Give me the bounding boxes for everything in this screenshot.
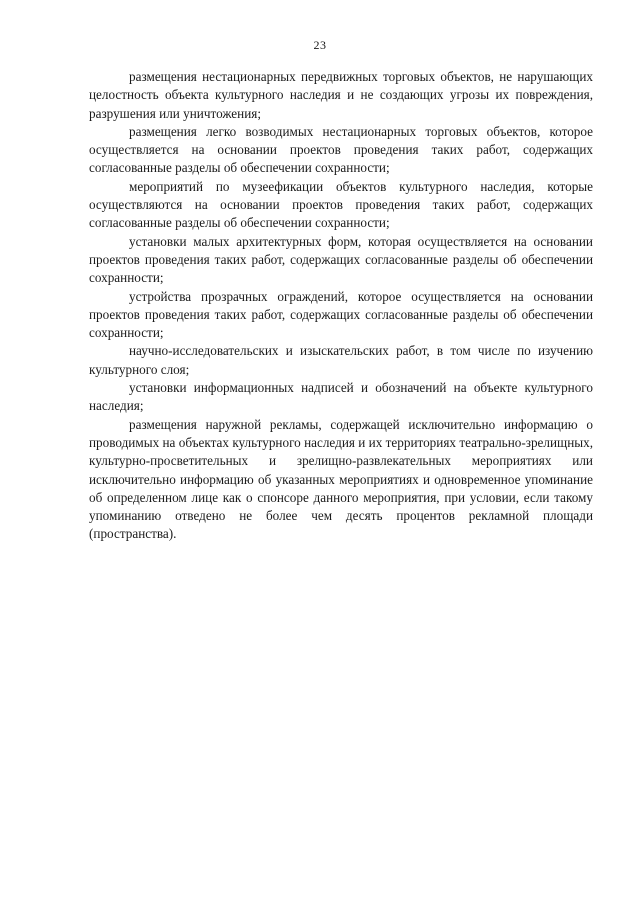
paragraph-small-architectural-forms: установки малых архитектурных форм, которая осуществляется на основании проектов проведения таких работ, содержащих согласованные разделы об обеспечении сохранности; <box>89 233 593 286</box>
page-number: 23 <box>313 38 327 52</box>
paragraph-research-works: научно-исследовательских и изыскательских работ, в том числе по изучению культурного слоя; <box>89 343 593 377</box>
paragraph-light-nonstationary-trade: размещения легко возводимых нестационарных торговых объектов, которое осуществляется на основании проектов проведения таких работ, содержащих согласованные разделы об обеспечении сохранности; <box>89 123 593 176</box>
paragraph-information-signs: установки информационных надписей и обозначений на объекте культурного наследия; <box>89 380 593 414</box>
paragraph-nonstationary-mobile-trade: размещения нестационарных передвижных торговых объектов, не нарушающих целостность объекта культурного наследия и не создающих угрозы их повреждения, разрушения или уничтожения; <box>89 69 593 121</box>
paragraph-transparent-fences: устройства прозрачных ограждений, которое осуществляется на основании проектов проведения таких работ, содержащих согласованные разделы об обеспечении сохранности; <box>89 288 593 341</box>
paragraph-museification: мероприятий по музеефикации объектов культурного наследия, которые осуществляются на основании проектов проведения таких работ, содержащих согласованные разделы об обеспечении сохранности; <box>89 178 593 231</box>
document-body <box>89 68 593 544</box>
paragraph-outdoor-advertising: размещения наружной рекламы, содержащей исключительно информацию о проводимых на объектах культурного наследия и их территориях театрально-зрелищных, культурно-просветительных и зрелищно-развлекательных мероприятиях или исключительно информацию об указанных мероприятиях и одновременное упоминание об определенном лице как о спонсоре данного мероприятия, при условии, если такому упоминанию отведено не более чем десять процентов рекламной площади (пространства). <box>89 416 593 542</box>
